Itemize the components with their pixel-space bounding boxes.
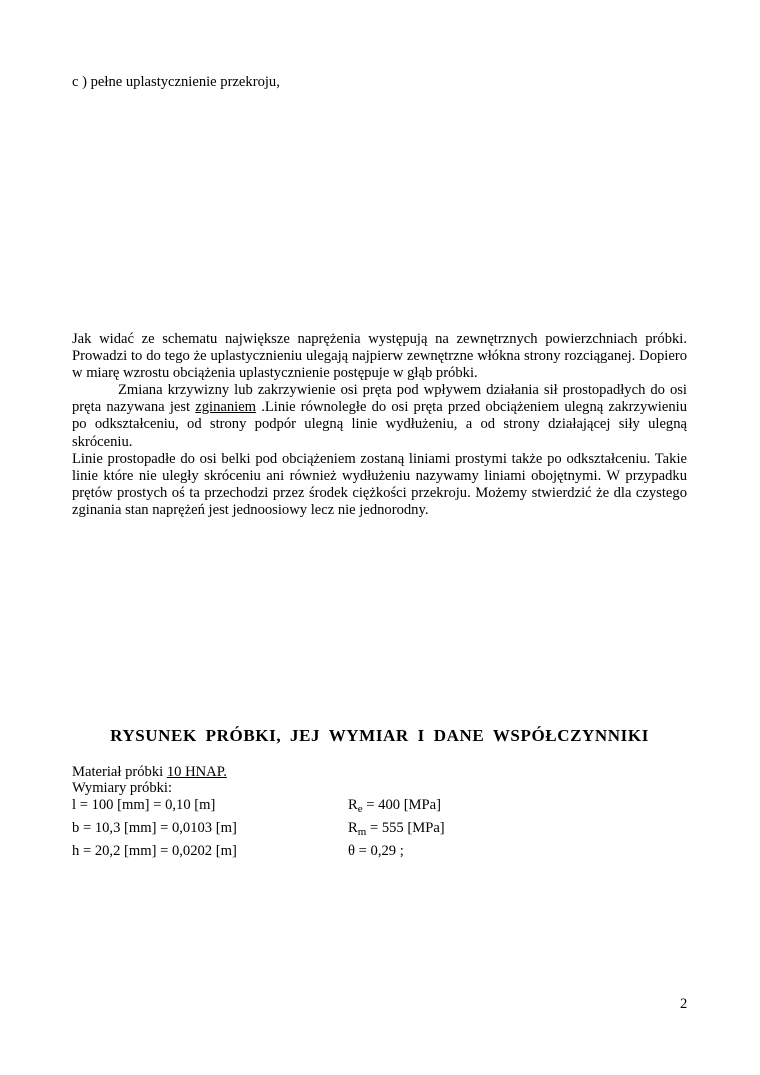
re-symbol: R bbox=[348, 797, 358, 813]
material-label: Materiał próbki bbox=[72, 764, 167, 780]
dimensions-label: Wymiary próbki: bbox=[72, 780, 173, 796]
intro-line: c ) pełne uplastycznienie przekroju, bbox=[72, 74, 280, 90]
paragraph-3: Linie prostopadłe do osi belki pod obciążeniem zostaną liniami prostymi także po odkształceniu. Takie linie które nie uległy skróceniu ani również wydłużeniu nazywamy liniami obojętnymi. W przypadku prętów prostych oś ta przechodzi przez środek ciężkości przekroju. Możemy stwierdzić że dla czystego zginania stan naprężeń jest jednoosiowy lecz nie jednorodny. bbox=[72, 450, 687, 518]
material-line bbox=[72, 764, 227, 781]
paragraph-2-start: Zmiana krzywizny lub zakrzywienie osi pręta pod wpływem działania sił prostopadłych do osi pręta nazywana jest bbox=[72, 382, 687, 416]
rm-subscript: m bbox=[357, 826, 367, 838]
zginaniem-term: zginaniem bbox=[195, 399, 257, 416]
paragraph-2-end: .Linie równoległe do osi pręta przed obciążeniem ulegną zakrzywieniu po odkształceniu, od strony podpór ulegną linie wydłużeniu, a od strony działającej siły ulegną skróceniu. bbox=[72, 399, 687, 450]
body-text bbox=[72, 331, 687, 519]
re-value: = 400 [MPa] bbox=[362, 797, 441, 813]
dimension-height: h = 20,2 [mm] = 0,0202 [m] bbox=[72, 843, 237, 859]
dimension-length: l = 100 [mm] = 0,10 [m] bbox=[72, 797, 216, 813]
coefficient-theta: θ = 0,29 ; bbox=[348, 843, 404, 859]
material-value: 10 HNAP. bbox=[166, 764, 227, 780]
dimension-width: b = 10,3 [mm] = 0,0103 [m] bbox=[72, 820, 237, 836]
rm-value: = 555 [MPa] bbox=[366, 820, 445, 836]
page-number: 2 bbox=[680, 996, 688, 1012]
paragraph-2 bbox=[72, 382, 687, 450]
section-heading: RYSUNEK PRÓBKI, JEJ WYMIAR I DANE WSPÓŁCZYNNIKI bbox=[110, 726, 649, 745]
paragraph-1: Jak widać ze schematu największe naprężenia występują na zewnętrznych powierzchniach próbki. Prowadzi to do tego że uplastycznieniu ulegają najpierw zewnętrzne włókna strony rozciąganej. Dopiero w miarę wzrostu obciążenia uplastycznienie postępuje w głąb próbki. bbox=[72, 331, 687, 382]
rm-symbol: R bbox=[348, 820, 358, 836]
coefficient-re bbox=[348, 797, 441, 814]
re-subscript: e bbox=[357, 803, 363, 815]
coefficient-rm bbox=[348, 820, 445, 837]
